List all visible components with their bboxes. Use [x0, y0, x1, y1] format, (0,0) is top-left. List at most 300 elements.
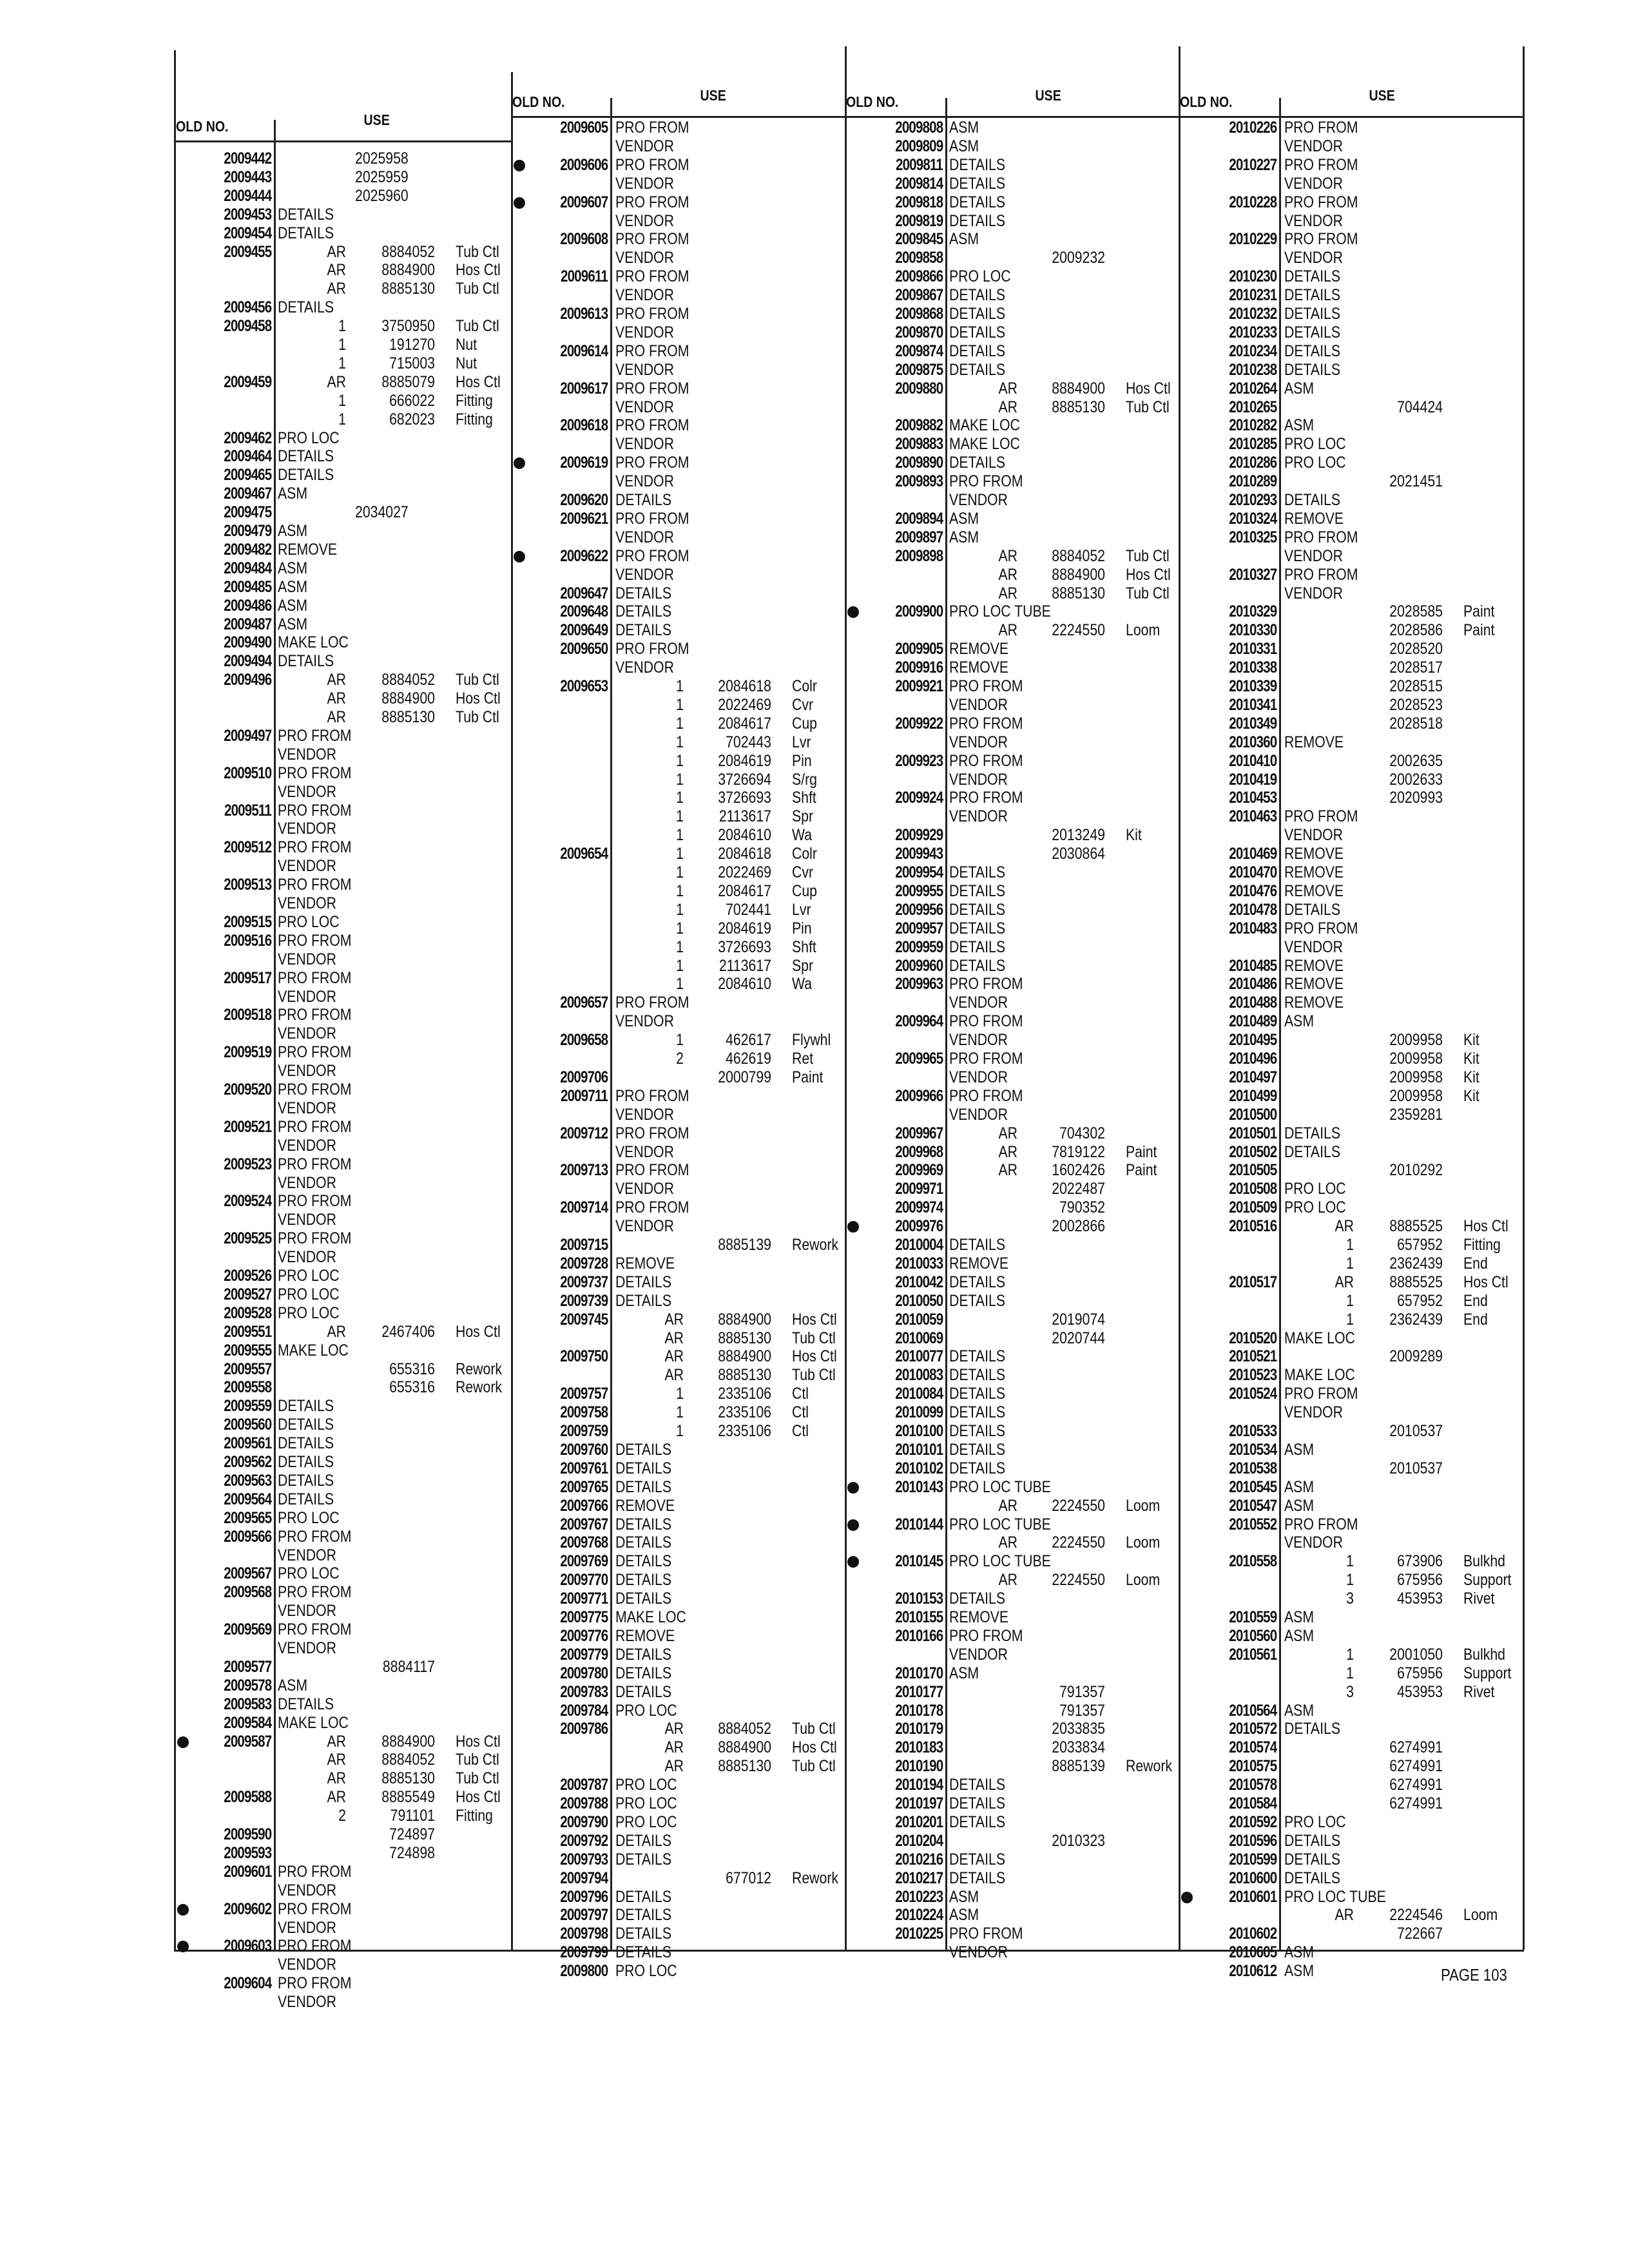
table-row [512, 323, 846, 342]
use-text: PRO FROM [1284, 919, 1358, 937]
old-number: 2009890 [894, 454, 943, 472]
old-number: 2010216 [894, 1850, 943, 1869]
old-number: 2009929 [894, 826, 943, 845]
quantity: AR [664, 1366, 684, 1385]
part-description: Paint [792, 1068, 824, 1086]
old-number: 2010143 [894, 1477, 943, 1496]
table-row [512, 380, 846, 398]
old-number: 2009922 [894, 714, 943, 733]
use-text: DETAILS [949, 323, 1005, 341]
table-row [846, 1590, 1180, 1608]
old-number: 2009512 [223, 838, 271, 857]
use-text: ASM [949, 137, 979, 155]
use-text: PRO LOC [278, 912, 340, 931]
use-text: PRO LOC [278, 1303, 340, 1322]
use-text: DETAILS [949, 1385, 1005, 1403]
old-number: 2009894 [894, 509, 943, 528]
use-text: DETAILS [278, 1695, 334, 1713]
part-number: 8885130 [1052, 398, 1105, 416]
use-text: PRO FROM [278, 1192, 352, 1211]
use-text: VENDOR [615, 174, 674, 193]
use-text: PRO LOC TUBE [1284, 1887, 1386, 1906]
old-number: 2009490 [223, 633, 271, 652]
old-number: 2009874 [894, 341, 943, 360]
quantity: AR [327, 261, 346, 280]
table-row [512, 826, 846, 845]
part-number: 2010537 [1389, 1459, 1443, 1477]
old-number: 2010325 [1228, 528, 1277, 546]
part-number: 2002633 [1389, 770, 1443, 789]
table-row [1180, 1906, 1524, 1925]
use-text: PRO FROM [615, 155, 689, 174]
old-number: 2009557 [223, 1360, 271, 1378]
table-row [176, 1714, 512, 1733]
quantity: 1 [338, 354, 346, 372]
table-row [846, 1068, 1180, 1087]
use-text: VENDOR [615, 1217, 674, 1236]
use-text: 2025959 [355, 168, 409, 186]
quantity: AR [998, 1161, 1017, 1180]
old-number: 2009605 [559, 119, 608, 137]
table-row [1180, 901, 1524, 919]
use-text: DETAILS [949, 863, 1005, 881]
quantity: AR [664, 1738, 684, 1757]
old-number: 2010102 [894, 1459, 943, 1477]
bullet-icon [514, 197, 525, 209]
old-number: 2010538 [1228, 1459, 1277, 1477]
old-number: 2009559 [223, 1397, 271, 1416]
table-row [176, 1490, 512, 1509]
use-text: ASM [949, 119, 979, 137]
table-row [512, 1590, 846, 1608]
old-number: 2010572 [1228, 1720, 1277, 1738]
use-text: PRO FROM [1284, 230, 1358, 249]
table-row [1180, 696, 1524, 715]
old-number: 2009765 [559, 1477, 608, 1496]
use-text: VENDOR [1284, 249, 1343, 267]
old-number: 2010339 [1228, 677, 1277, 695]
use-text: DETAILS [615, 1590, 671, 1608]
old-number: 2009706 [559, 1068, 608, 1086]
table-row [846, 1292, 1180, 1311]
quantity: 1 [676, 751, 684, 770]
table-row [846, 1832, 1180, 1850]
use-text: PRO LOC [1284, 435, 1346, 454]
table-row [512, 1497, 846, 1515]
part-number: 2010537 [1389, 1422, 1443, 1440]
table-row [846, 882, 1180, 901]
quantity: 1 [1346, 1552, 1354, 1571]
table-row [176, 1472, 512, 1490]
use-text: VENDOR [278, 857, 336, 876]
use-text: VENDOR [278, 1136, 336, 1155]
old-number: 2009818 [894, 193, 943, 211]
old-number: 2010178 [894, 1701, 943, 1720]
use-text: PRO FROM [278, 876, 352, 894]
quantity: 1 [676, 770, 684, 789]
old-number: 2009442 [223, 149, 271, 168]
table-row [176, 745, 512, 764]
old-number: 2010069 [894, 1329, 943, 1347]
old-number: 2010501 [1228, 1124, 1277, 1142]
use-text: DETAILS [278, 1416, 334, 1434]
table-row [1180, 547, 1524, 566]
use-text: DETAILS [615, 1477, 671, 1496]
table-row [512, 1031, 846, 1050]
table-row [1180, 1198, 1524, 1217]
use-text: PRO FROM [949, 975, 1023, 994]
old-number: 2009453 [223, 205, 271, 224]
table-row [512, 1143, 846, 1162]
use-text: DETAILS [615, 1831, 671, 1850]
use-text: VENDOR [278, 1639, 336, 1657]
old-number: 2010101 [894, 1440, 943, 1459]
table-row [846, 1347, 1180, 1366]
table-row [176, 1360, 512, 1379]
use-text: VENDOR [278, 820, 336, 838]
quantity: AR [998, 1571, 1017, 1590]
quantity: 1 [676, 900, 684, 919]
use-text: PRO FROM [278, 764, 352, 782]
table-row [512, 1273, 846, 1292]
use-text: DETAILS [1284, 360, 1340, 379]
bullet-icon [847, 1482, 859, 1494]
old-number: 2009561 [223, 1434, 271, 1453]
table-row [176, 1137, 512, 1155]
table-row [176, 1844, 512, 1863]
part-number: 2335106 [718, 1385, 771, 1403]
old-number: 2009875 [894, 360, 943, 379]
table-row [1180, 1850, 1524, 1869]
part-number: 2028517 [1389, 658, 1443, 677]
part-number: 2009289 [1389, 1347, 1443, 1366]
table-row [512, 1478, 846, 1497]
table-row [846, 416, 1180, 435]
bullet-icon [1181, 1892, 1193, 1903]
use-text: ASM [1284, 379, 1315, 398]
quantity: 1 [676, 677, 684, 695]
part-description: Ctl [792, 1385, 809, 1403]
table-row [512, 1888, 846, 1907]
old-number: 2009798 [559, 1925, 608, 1943]
column-header [512, 55, 846, 118]
old-number: 2010599 [1228, 1850, 1277, 1869]
old-number: 2009768 [559, 1533, 608, 1552]
table-row [512, 1254, 846, 1273]
part-number: 702443 [726, 733, 771, 751]
table-row [1180, 1459, 1524, 1478]
table-row [846, 119, 1180, 137]
table-row [846, 398, 1180, 417]
use-text: PRO FROM [278, 838, 352, 857]
quantity: 1 [1346, 1236, 1354, 1254]
use-text: PRO LOC [615, 1701, 677, 1720]
old-number: 2009510 [223, 764, 271, 782]
use-text: PRO FROM [615, 416, 689, 435]
table-row [846, 1497, 1180, 1515]
old-number: 2010225 [894, 1925, 943, 1943]
old-number: 2009776 [559, 1626, 608, 1645]
old-number: 2010602 [1228, 1925, 1277, 1943]
old-number: 2009611 [561, 267, 608, 286]
use-text: DETAILS [949, 919, 1005, 937]
use-text: REMOVE [949, 1254, 1009, 1273]
use-text: PRO FROM [615, 230, 689, 249]
old-number: 2009780 [559, 1664, 608, 1682]
use-text: VENDOR [1284, 211, 1343, 230]
part-number: 453953 [1397, 1590, 1443, 1608]
part-number: 2359281 [1389, 1105, 1443, 1124]
use-text: DETAILS [1284, 900, 1340, 919]
use-text: 2025958 [355, 149, 409, 168]
table-row [176, 1993, 512, 2012]
use-text: PRO FROM [615, 1198, 689, 1217]
old-number: 2009924 [894, 789, 943, 807]
part-number: 8885130 [1052, 584, 1105, 602]
old-number: 2010509 [1228, 1198, 1277, 1217]
table-row [1180, 677, 1524, 696]
old-number: 2009758 [559, 1403, 608, 1422]
old-number: 2009770 [559, 1571, 608, 1590]
old-number: 2009870 [894, 323, 943, 341]
old-number: 2009459 [223, 372, 271, 391]
table-row [846, 305, 1180, 323]
part-number: 8884052 [718, 1720, 771, 1738]
use-text: DETAILS [278, 1471, 334, 1490]
table-row [1180, 1794, 1524, 1813]
table-row [176, 1677, 512, 1695]
use-text: PRO FROM [949, 1925, 1023, 1943]
use-text: ASM [278, 615, 308, 633]
part-description: Hos Ctl [792, 1347, 837, 1366]
old-number: 2009957 [894, 919, 943, 937]
old-number: 2010533 [1228, 1422, 1277, 1440]
table-row [846, 658, 1180, 677]
use-text: PRO FROM [949, 1086, 1023, 1105]
quantity: 1 [676, 789, 684, 807]
table-row [1180, 882, 1524, 901]
old-number: 2009475 [223, 503, 271, 522]
use-text: ASM [278, 1676, 308, 1695]
old-number: 2009525 [223, 1229, 271, 1248]
use-text: DETAILS [1284, 1124, 1340, 1142]
table-row [846, 1794, 1180, 1813]
use-text: DETAILS [949, 155, 1005, 174]
table-row [1180, 1720, 1524, 1738]
table-row [846, 1869, 1180, 1888]
part-number: 2028520 [1389, 640, 1443, 658]
use-text: DETAILS [949, 937, 1005, 956]
table-row [512, 1738, 846, 1757]
use-text: DETAILS [615, 1925, 671, 1943]
table-row [846, 789, 1180, 807]
part-number: 3726694 [718, 770, 771, 789]
use-text: PRO FROM [278, 1974, 352, 1993]
quantity: AR [998, 1496, 1017, 1515]
old-number: 2010083 [894, 1366, 943, 1385]
table-row [512, 1552, 846, 1571]
table-row [176, 1881, 512, 1900]
use-text: DETAILS [615, 1459, 671, 1477]
old-number: 2010517 [1228, 1273, 1277, 1291]
use-text: REMOVE [615, 1626, 675, 1645]
old-number: 2010204 [894, 1831, 943, 1850]
use-text: DETAILS [615, 491, 671, 509]
old-number: 2009792 [559, 1831, 608, 1850]
use-text: PRO LOC [278, 1564, 340, 1583]
use-text: PRO FROM [615, 379, 689, 398]
part-number: 8885549 [381, 1788, 435, 1807]
part-description: Kit [1463, 1031, 1480, 1050]
part-number: 702441 [726, 900, 771, 919]
old-number: 2010545 [1228, 1477, 1277, 1496]
old-number: 2009621 [559, 509, 608, 528]
table-row [1180, 715, 1524, 733]
quantity: AR [327, 689, 346, 708]
quantity: AR [1335, 1906, 1354, 1925]
part-number: 8884900 [718, 1310, 771, 1329]
table-row [846, 1198, 1180, 1217]
old-number: 2010419 [1228, 770, 1277, 789]
table-row [846, 1385, 1180, 1403]
part-description: Rivet [1463, 1682, 1495, 1701]
old-number: 2009916 [894, 658, 943, 677]
use-text: ASM [1284, 1496, 1315, 1515]
table-row [176, 485, 512, 503]
part-number: 2224550 [1052, 621, 1105, 640]
use-text: PRO FROM [1284, 528, 1358, 546]
table-row [512, 1533, 846, 1552]
table-row [512, 249, 846, 267]
part-description: End [1463, 1291, 1488, 1310]
table-row [846, 1273, 1180, 1292]
part-description: Tub Ctl [1126, 546, 1170, 565]
part-number: 8885130 [381, 280, 435, 298]
old-number: 2009845 [894, 230, 943, 249]
use-text: VENDOR [615, 398, 674, 416]
table-row [1180, 323, 1524, 342]
quantity: AR [664, 1720, 684, 1738]
quantity: 1 [676, 863, 684, 881]
part-number: 2020993 [1389, 789, 1443, 807]
table-row [512, 1180, 846, 1198]
table-row [176, 224, 512, 243]
table-row [176, 1639, 512, 1658]
part-number: 715003 [389, 354, 435, 372]
table-row [176, 727, 512, 745]
quantity: 1 [676, 714, 684, 733]
quantity: 1 [1346, 1310, 1354, 1329]
table-row [176, 969, 512, 988]
table-row [176, 1062, 512, 1081]
part-number: 2033834 [1052, 1738, 1105, 1757]
quantity: 2 [338, 1807, 346, 1825]
table-row [846, 584, 1180, 603]
part-number: 8884900 [381, 689, 435, 708]
old-number: 2010145 [894, 1552, 943, 1571]
table-row [512, 715, 846, 733]
old-number: 2009523 [223, 1155, 271, 1173]
old-number: 2009511 [224, 801, 271, 820]
old-number: 2009521 [223, 1117, 271, 1136]
table-row [176, 1769, 512, 1788]
use-text: PRO LOC [615, 1812, 677, 1831]
quantity: 1 [1346, 1291, 1354, 1310]
part-number: 2467406 [381, 1322, 435, 1341]
use-text: ASM [1284, 1962, 1315, 1981]
table-row [512, 1925, 846, 1943]
part-description: Shft [792, 789, 816, 807]
use-text: DETAILS [949, 881, 1005, 900]
part-description: Fitting [1463, 1236, 1501, 1254]
part-number: 2335106 [718, 1422, 771, 1440]
part-description: Loom [1463, 1906, 1498, 1925]
quantity: AR [998, 398, 1017, 416]
table-row [512, 1776, 846, 1794]
use-text: VENDOR [1284, 1403, 1343, 1422]
table-row [846, 1217, 1180, 1236]
use-text: DETAILS [949, 1366, 1005, 1385]
table-row [846, 1646, 1180, 1664]
table-row [512, 156, 846, 175]
old-number: 2010233 [1228, 323, 1277, 341]
part-number: 675956 [1397, 1571, 1443, 1590]
table-row [176, 1695, 512, 1714]
table-row [512, 454, 846, 472]
use-text: VENDOR [278, 1546, 336, 1564]
use-text: MAKE LOC [615, 1608, 686, 1626]
part-number: 8884900 [718, 1738, 771, 1757]
quantity: AR [664, 1757, 684, 1776]
part-number: 2335106 [718, 1403, 771, 1422]
part-number: 704424 [1397, 398, 1443, 416]
old-number: 2009618 [559, 416, 608, 435]
use-text: VENDOR [615, 1105, 674, 1124]
old-number: 2009712 [559, 1124, 608, 1142]
use-text: VENDOR [1284, 137, 1343, 155]
use-text: VENDOR [615, 249, 674, 267]
use-text: PRO LOC TUBE [949, 1477, 1051, 1496]
use-text: DETAILS [1284, 1720, 1340, 1738]
table-row [1180, 1012, 1524, 1031]
table-row [846, 621, 1180, 640]
old-number: 2009564 [223, 1490, 271, 1508]
old-number: 2009784 [559, 1701, 608, 1720]
table-row [176, 280, 512, 298]
quantity: 1 [1346, 1571, 1354, 1590]
use-text: DETAILS [949, 1403, 1005, 1422]
table-row [512, 1683, 846, 1702]
table-row [846, 994, 1180, 1012]
table-row [512, 1515, 846, 1534]
use-text: PRO FROM [278, 1117, 352, 1136]
part-description: Rework [456, 1378, 503, 1397]
part-description: Tub Ctl [792, 1329, 836, 1347]
table-row [1180, 1478, 1524, 1497]
old-number: 2009563 [223, 1471, 271, 1490]
table-row [1180, 1497, 1524, 1515]
table-row [512, 1850, 846, 1869]
old-number: 2010520 [1228, 1329, 1277, 1347]
table-row [846, 1627, 1180, 1646]
use-text: DETAILS [949, 341, 1005, 360]
old-number: 2009757 [559, 1385, 608, 1403]
use-text: PRO LOC TUBE [949, 1552, 1051, 1571]
use-text: VENDOR [278, 894, 336, 912]
use-text: ASM [949, 509, 979, 528]
old-number: 2009657 [559, 994, 608, 1012]
quantity: AR [998, 1533, 1017, 1552]
